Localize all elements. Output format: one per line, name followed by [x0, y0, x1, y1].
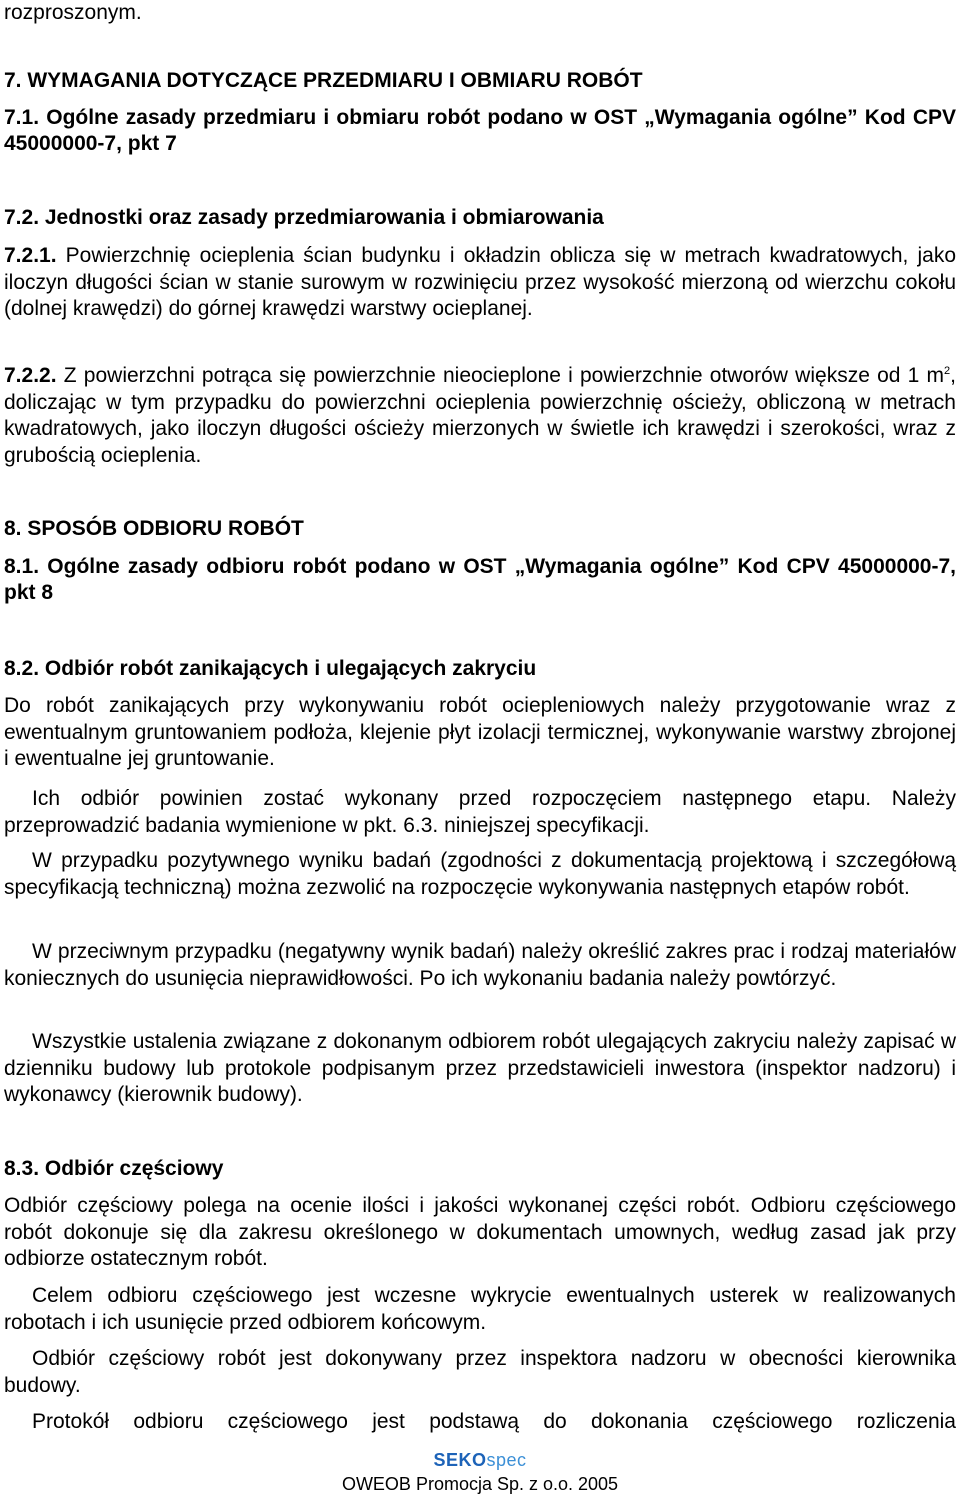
section-8-3-paragraph: Odbiór częściowy robót jest dokonywany przez inspektora nadzoru w obecności kierownika budowy.	[4, 1347, 956, 1397]
section-8-2-paragraph: Do robót zanikających przy wykonywaniu robót ociepleniowych należy przygotowanie wraz z ewentualnym gruntowaniem podłoża, klejenie płyt izolacji termicznej, wykonywanie warstwy zbrojonej i ewentualne jej gruntowanie.	[4, 694, 956, 770]
sekospec-logo	[0, 1450, 960, 1471]
section-8-2-paragraph: W przypadku pozytywnego wyniku badań (zgodności z dokumentacją projektową i szczegółową specyfikacją techniczną) można zezwolić na rozpoczęcie wykonywania następnych etapów robót.	[4, 849, 956, 899]
section-8-2-paragraph: Ich odbiór powinien zostać wykonany przed rozpoczęciem następnego etapu. Należy przeprowadzić badania wymienione w pkt. 6.3. niniejszej specyfikacji.	[4, 787, 956, 837]
section-7-2-1	[4, 243, 956, 323]
section-7-1: 7.1. Ogólne zasady przedmiaru i obmiaru robót podano w OST „Wymagania ogólne” Kod CPV 45000000-7, pkt 7	[4, 106, 956, 155]
section-7-2-1-text: Powierzchnię ocieplenia ścian budynku i okładzin oblicza się w metrach kwadratowych, jako iloczyn długości ścian w stanie surowym w rozwinięciu przez wysokość mierzoną od wierzchu cokołu (dolnej krawędzi) do górnej krawędzi warstwy ocieplanej.	[4, 244, 956, 320]
section-7-heading: 7. WYMAGANIA DOTYCZĄCE PRZEDMIARU I OBMIARU ROBÓT	[4, 69, 643, 92]
section-7-2-2-text-b: , doliczając w tym przypadku do powierzchni ocieplenia powierzchnię ościeży, obliczoną w metrach kwadratowych, jako iloczyn długości ościeży mierzonych w świetle ich krawędzi i szerokości, wraz z grubością ocieplenia.	[4, 364, 956, 467]
section-8-3-paragraph: Celem odbioru częściowego jest wczesne wykrycie ewentualnych usterek w realizowanych robotach i ich usunięcie przed odbiorem końcowym.	[4, 1284, 956, 1334]
section-8-2-paragraph: Wszystkie ustalenia związane z dokonanym odbiorem robót ulegających zakryciu należy zapisać w dzienniku budowy lub protokole podpisanym przez przedstawicieli inwestora (inspektor nadzoru) i wykonawcy (kierownik budowy).	[4, 1030, 956, 1106]
section-8-2-paragraph: W przeciwnym przypadku (negatywny wynik badań) należy określić zakres prac i rodzaj materiałów koniecznych do usunięcia nieprawidłowości. Po ich wykonaniu badania należy powtórzyć.	[4, 940, 956, 990]
superscript-two: 2	[944, 365, 951, 377]
footer-text: OWEOB Promocja Sp. z o.o. 2005	[341, 1474, 619, 1494]
section-8-3-heading: 8.3. Odbiór częściowy	[4, 1157, 224, 1180]
section-8-heading: 8. SPOSÓB ODBIORU ROBÓT	[4, 517, 304, 540]
section-8-1: 8.1. Ogólne zasady odbioru robót podano w OST „Wymagania ogólne” Kod CPV 45000000-7, pkt 8	[4, 555, 956, 604]
section-7-2-1-label: 7.2.1.	[4, 244, 57, 267]
section-8-2-heading: 8.2. Odbiór robót zanikających i ulegających zakryciu	[4, 657, 537, 680]
section-7-2-heading: 7.2. Jednostki oraz zasady przedmiarowania i obmiarowania	[4, 206, 604, 229]
logo-part-spec: spec	[486, 1450, 527, 1470]
section-7-2-2-text-a: Z powierzchni potrąca się powierzchnie nieocieplone i powierzchnie otworów większe od 1 m	[56, 364, 945, 387]
section-7-2-2-label: 7.2.2.	[4, 364, 57, 387]
top-fragment: rozproszonym.	[4, 1, 142, 24]
section-8-3-paragraph: Protokół odbioru częściowego jest podstawą do dokonania częściowego rozliczenia	[32, 1410, 956, 1433]
section-8-3-paragraph: Odbiór częściowy polega na ocenie ilości i jakości wykonanej części robót. Odbioru częściowego robót dokonuje się dla zakresu określonego w dokumentach umownych, według zasad jak przy odbiorze ostatecznym robót.	[4, 1194, 956, 1270]
section-7-2-2	[4, 363, 956, 469]
logo-part-seko: SEKO	[433, 1450, 487, 1470]
